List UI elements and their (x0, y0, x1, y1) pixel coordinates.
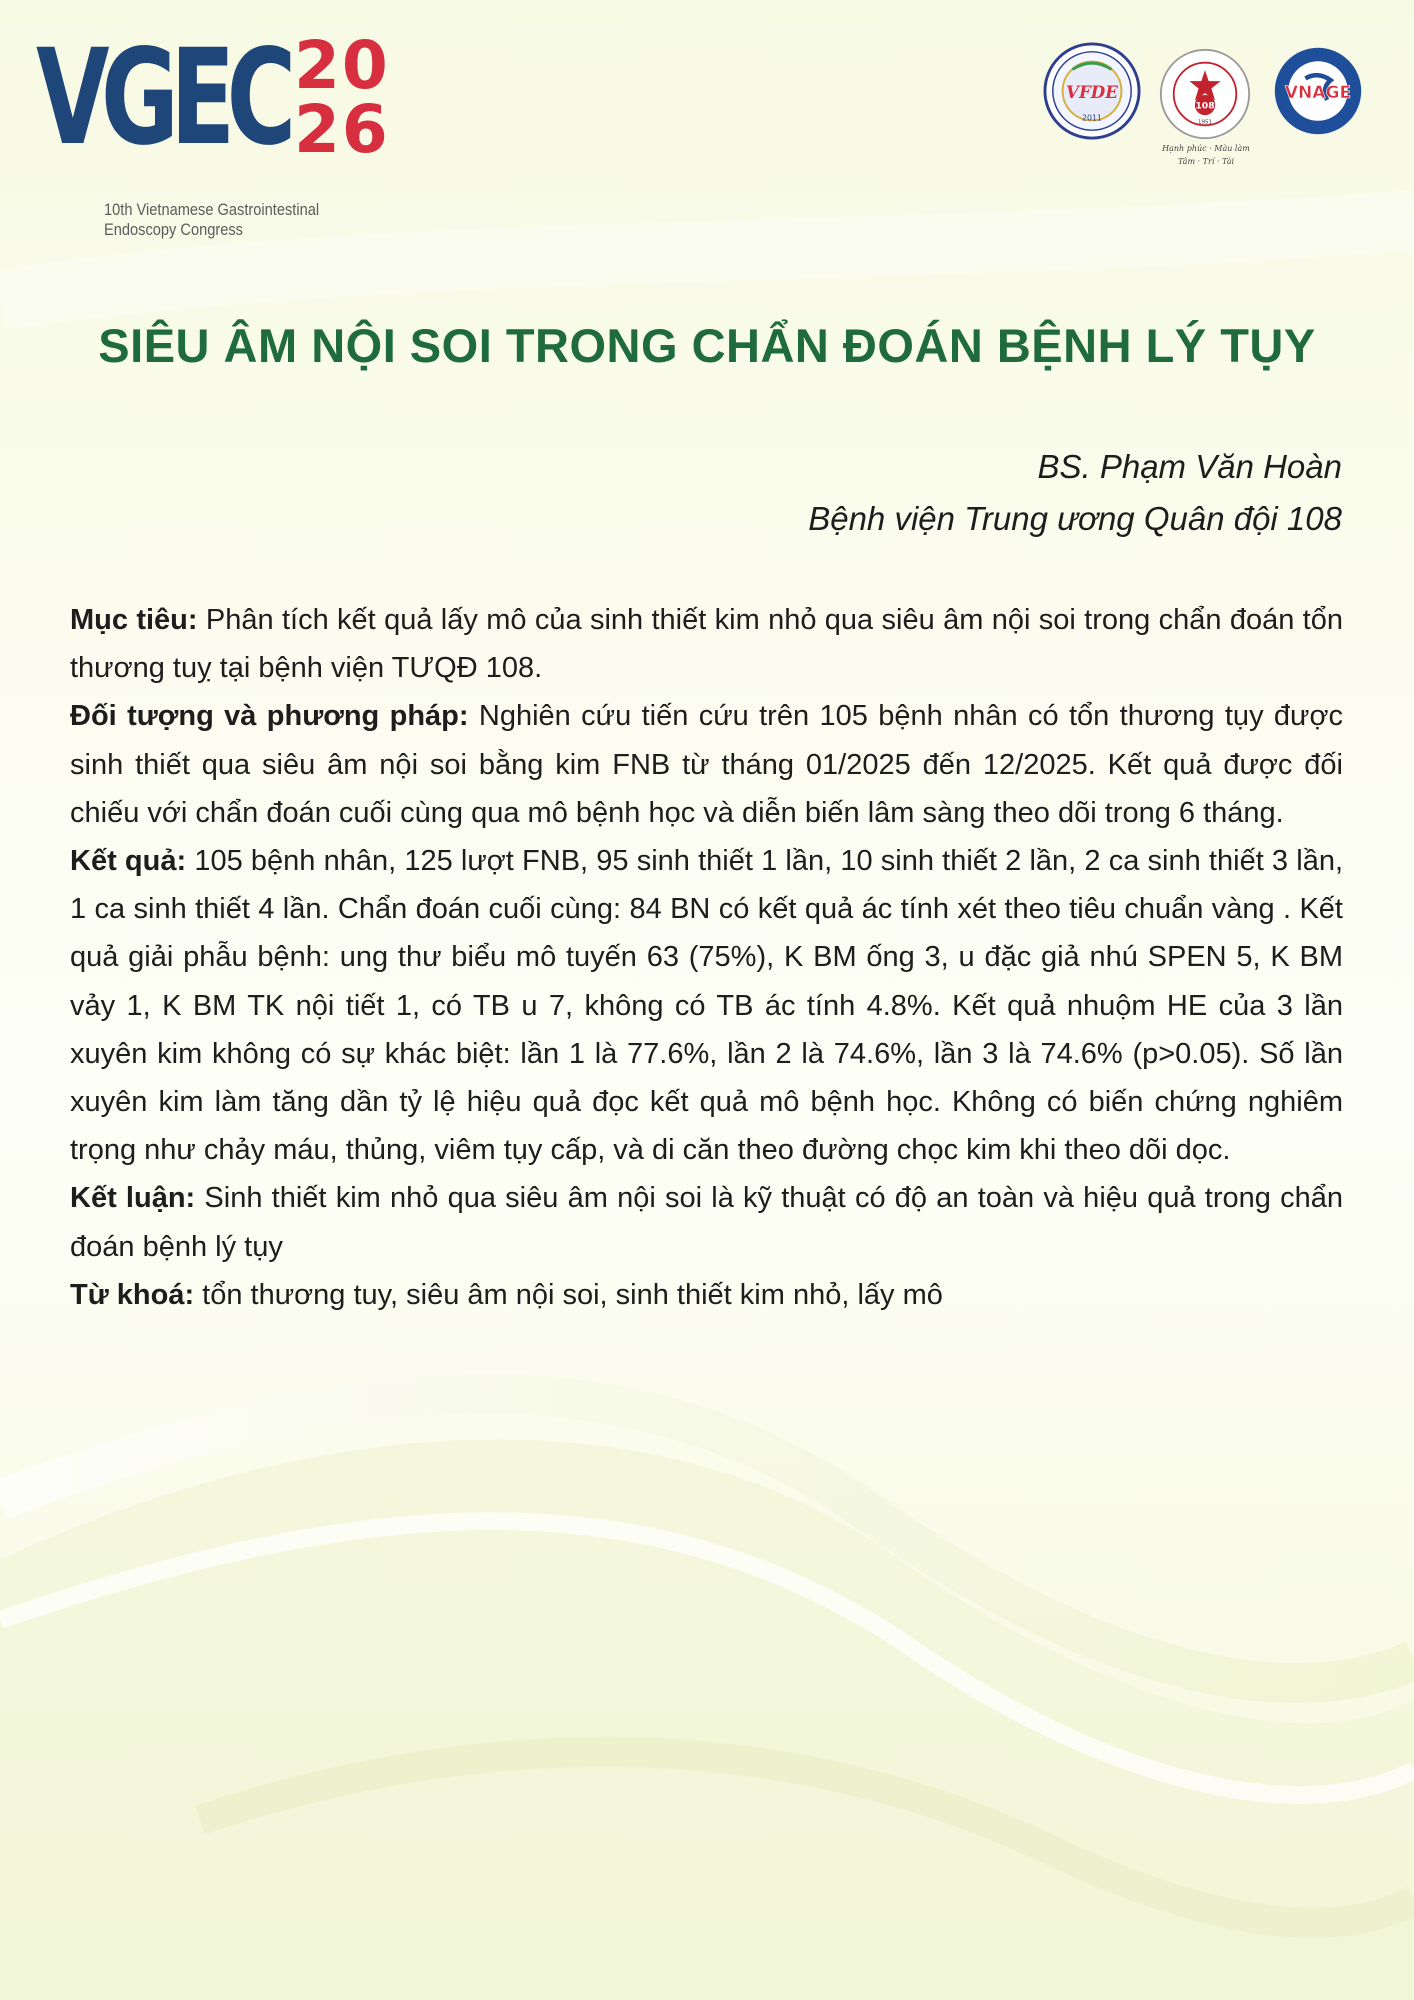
hospital-motto-line1: Hạnh phúc · Màu làm (1162, 144, 1250, 153)
abstract-conclusion-label: Kết luận: (70, 1182, 196, 1215)
abstract-keywords (70, 1271, 1343, 1319)
abstract-objective-label: Mục tiêu: (70, 604, 198, 636)
page-title: SIÊU ÂM NỘI SOI TRONG CHẨN ĐOÁN BỆNH LÝ TỤY (98, 319, 1316, 372)
congress-logo-subtitle-line2: Endoscopy Congress (104, 220, 243, 239)
abstract-results-text: 105 bệnh nhân, 125 lượt FNB, 95 sinh thiết 1 lần, 10 sinh thiết 2 lần, 2 ca sinh thiết 3 lần, 1 ca sinh thiết 4 lần. Chẩn đoán cuối cùng: 84 BN có kết quả ác tính xét theo tiêu chuẩn vàng . Kết quả giải phẫu bệnh: ung thư biểu mô tuyến 63 (75%), K BM ống 3, u đặc giả nhú SPEN 5, K BM vảy 1, K BM TK nội tiết 1, có TB u 7, không có TB ác tính 4.8%. Kết quả nhuộm HE của 3 lần xuyên kim không có sự khác biệt: lần 1 là 77.6%, lần 2 là 74.6%, lần 3 là 74.6% (p>0.05). Số lần xuyên kim làm tăng dần tỷ lệ hiệu quả đọc kết quả mô bệnh học. Không có biến chứng nghiêm trọng như chảy máu, thủng, viêm tụy cấp, và di căn theo đường chọc kim khi theo dõi dọc. (70, 845, 1344, 1167)
military-hospital-108-logo (1159, 48, 1251, 140)
abstract-methods-label: Đối tượng và phương pháp: (70, 700, 469, 733)
military-hospital-108-logo-year: 1951 (1197, 119, 1213, 126)
abstract-results (70, 837, 1343, 1174)
abstract-keywords-label: Từ khoá: (70, 1278, 195, 1311)
vfde-logo-text: VFDE (1066, 81, 1118, 102)
congress-logo (36, 21, 416, 239)
abstract-results-label: Kết quả: (70, 845, 187, 878)
congress-logo-year-bottom: 26 (294, 91, 390, 168)
abstract (70, 596, 1343, 1319)
abstract-keywords-text: tổn thương tuy, siêu âm nội soi, sinh thiết kim nhỏ, lấy mô (194, 1278, 943, 1311)
vnage-logo-text: VNAGE (1284, 83, 1352, 104)
congress-logo-subtitle (104, 200, 319, 240)
congress-logo-subtitle-line1: 10th Vietnamese Gastrointestinal (104, 200, 320, 219)
vfde-logo (1043, 42, 1141, 140)
hospital-motto (1148, 142, 1264, 168)
abstract-conclusion-text: Sinh thiết kim nhỏ qua siêu âm nội soi là kỹ thuật có độ an toàn và hiệu quả trong chẩn đoán bệnh lý tụy (70, 1182, 1344, 1263)
congress-logo-letters: VGEC (36, 21, 288, 175)
abstract-conclusion (70, 1174, 1343, 1270)
author-affiliation: Bệnh viện Trung ương Quân đội 108 (808, 500, 1342, 537)
hospital-motto-line2: Tâm · Trí · Tài (1177, 157, 1235, 166)
abstract-methods-text: Nghiên cứu tiến cứu trên 105 bệnh nhân có tổn thương tụy được sinh thiết qua siêu âm nội soi bằng kim FNB từ tháng 01/2025 đến 12/2025. Kết quả được đối chiếu với chẩn đoán cuối cùng qua mô bệnh học và diễn biến lâm sàng theo dõi trong 6 tháng. (70, 700, 1343, 829)
author-name: BS. Phạm Văn Hoàn (1037, 448, 1342, 485)
congress-logo-year (294, 27, 390, 168)
vfde-logo-year: 2011 (1082, 113, 1102, 123)
congress-logo-year-top: 20 (294, 27, 390, 104)
abstract-methods (70, 692, 1343, 837)
military-hospital-108-logo-text: 108 (1195, 100, 1215, 112)
abstract-objective (70, 596, 1343, 692)
vnage-logo (1273, 46, 1363, 136)
abstract-objective-text: Phân tích kết quả lấy mô của sinh thiết kim nhỏ qua siêu âm nội soi trong chẩn đoán tổn thương tuỵ tại bệnh viện TƯQĐ 108. (70, 604, 1343, 685)
